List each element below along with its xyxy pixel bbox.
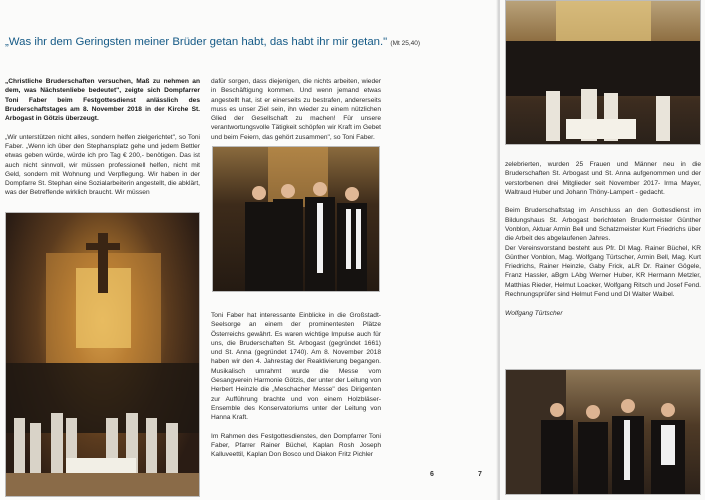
article-headline bbox=[5, 36, 421, 48]
headline-reference: (Mt 25,40) bbox=[390, 40, 421, 47]
paragraph: Beim Bruderschaftstag im Anschluss an den Gottesdienst im Bildungshaus St. Arbogast berichteten Brudermeister Günther Vonblon, Aktuar Armin Bell und Schatzmeister Kurt Friedrichs über die Arbeit des abgelaufenen Jahres. bbox=[505, 207, 701, 243]
text-column-2-lower bbox=[211, 311, 381, 469]
paragraph: Im Rahmen des Festgottesdienstes, den Dompfarrer Toni Faber, Pfarrer Rainer Büchel, Kaplan Rosh Joseph Kalluveettil, Kaplan Don Bosco und Diakon Fritz Pichler bbox=[211, 432, 381, 459]
group-photo-four-people bbox=[505, 369, 701, 495]
church-choir-photo bbox=[505, 0, 701, 145]
group-photo-four-men bbox=[212, 146, 380, 292]
text-column-3 bbox=[505, 160, 701, 327]
church-interior-photo bbox=[5, 212, 200, 497]
lead-paragraph: „Christliche Bruderschaften versuchen, Maß zu nehmen an dem, was Nächstenliebe bedeutet", zeigte sich Dompfarrer Toni Faber beim Festgottesdienst anlässlich des Bruderschaftstages am 8. November 2018 in der Kirche St. Arbogast in Götzis überzeugt. bbox=[5, 78, 200, 123]
text-column-1 bbox=[5, 77, 200, 207]
paragraph: zelebrierten, wurden 25 Frauen und Männer neu in die Bruderschaften St. Arbogast und St. Anna aufgenommen und der verstorbenen drei Mitglieder seit November 2017- Irma Mayer, Waltraud Huber und Johann Thöny-Lampert - gedacht. bbox=[505, 161, 701, 196]
paragraph: Der Vereinsvorstand besteht aus Pfr. DI Mag. Rainer Büchel, KR Günther Vonblon, Mag. Wolfgang Türtscher, Armin Bell, Mag. Kurt Friedrichs, Rainer Heinzle, Gaby Frick, aLR Dr. Rainer Gögele, Franz Hassler, aBgm LAbg Werner Huber, KR Hermann Metzler, Matthias Rieder, Helmut Loacker, Wolfgang Ritsch und Josef Fend. Rechnungsprüfer sind Helmut Fend und DI Walter Waibel. bbox=[505, 244, 701, 299]
text-column-2 bbox=[211, 77, 381, 151]
headline-quote: „Was ihr dem Geringsten meiner Brüder getan habt, das habt ihr mir getan." bbox=[5, 36, 388, 48]
right-page bbox=[500, 0, 705, 500]
article-author: Wolfgang Türtscher bbox=[505, 309, 563, 317]
paragraph: dafür sorgen, dass diejenigen, die nichts arbeiten, wieder in Beschäftigung kommen. Und wenn jemand etwas angestellt hat, ist er einerseits zu bestrafen, andererseits muss es unser Ziel sein, ihn wieder zu einem nützlichen Glied der Gesellschaft zu machen! Für unsere verantwortungsvolle Tätigkeit schöpfen wir Kraft im Gebet und beim Feiern, das gehört zusammen", so Toni Faber. bbox=[211, 78, 381, 141]
paragraph: „Wir unterstützen nicht alles, sondern helfen zielgerichtet", so Toni Faber. „Wenn ich über den Stephansplatz gehe und jedem Bettler etwas geben würde, würde ich pro Tag € 200,- benötigen. Das ist auch nicht sinnvoll, wir müssen professionell helfen, nicht mit Geld, sondern mit Wohnung und Verpflegung. Wir haben in der Dompfarre St. Stephan eine Sozialarbeiterin angestellt, die abklärt, was der Betreffende wirklich braucht. Wir müssen bbox=[5, 133, 200, 197]
page-number-right: 7 bbox=[478, 471, 482, 478]
paragraph: Toni Faber hat interessante Einblicke in die Großstadt-Seelsorge an einem der prominentesten Plätze Österreichs gewährt. Es waren wichtige Impulse auch für uns, die Bruderschaften St. Arbogast (gegründet 1661) und St. Anna (gegründet 1740). Am 8. November 2018 haben wir den 4. Jahrestag der Reaktivierung begangen. Musikalisch umrahmt wurde die Messe vom Gesangverein Harmonie Götzis, der unter der Leitung von Herbert Heinzle die „Meschacher Messe" des Dirigenten zur Aufführung brachte und von einem Holzbläser-Ensemble des Konservatoriums unter der Leitung von Hanna Kraft. bbox=[211, 312, 381, 422]
page-number-left: 6 bbox=[430, 471, 434, 478]
